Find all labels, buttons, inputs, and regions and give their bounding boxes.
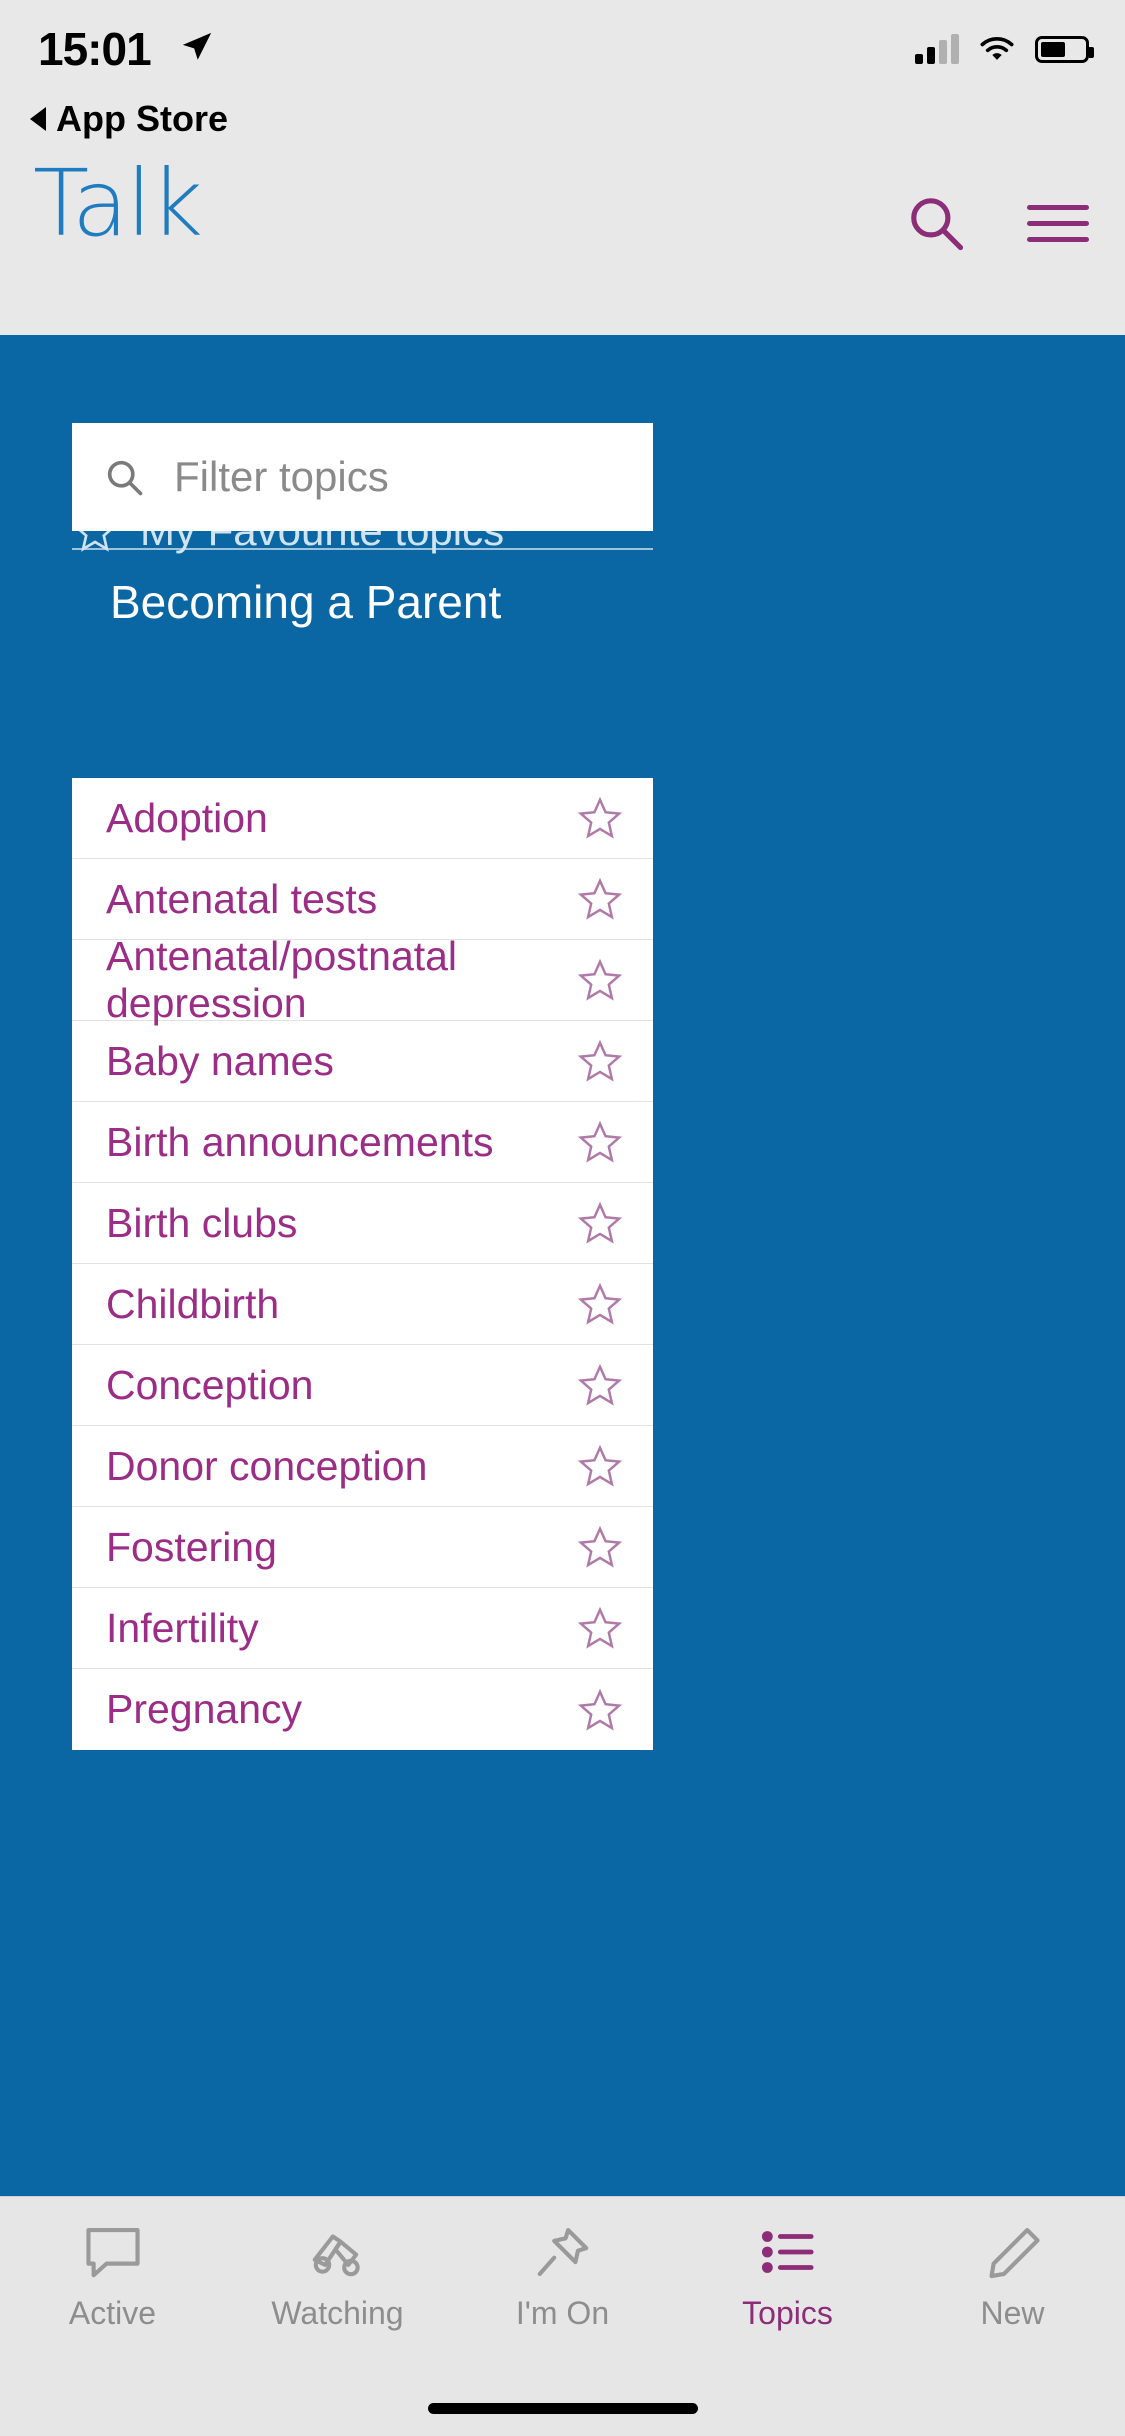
cellular-signal-icon xyxy=(915,34,959,64)
app-header xyxy=(0,150,1125,335)
list-item[interactable] xyxy=(72,1669,653,1750)
back-to-app-store-button[interactable] xyxy=(30,98,228,140)
star-outline-icon[interactable] xyxy=(577,1119,623,1165)
pin-icon xyxy=(532,2221,594,2283)
star-outline-icon[interactable] xyxy=(577,1281,623,1327)
tab-im-on[interactable] xyxy=(450,2197,675,2436)
topic-label: Conception xyxy=(106,1361,314,1408)
star-outline-icon[interactable] xyxy=(577,1362,623,1408)
status-bar-time: 15:01 xyxy=(38,23,151,75)
star-outline-icon[interactable] xyxy=(577,1605,623,1651)
list-item[interactable] xyxy=(72,1021,653,1102)
tab-new[interactable] xyxy=(900,2197,1125,2436)
pencil-icon xyxy=(982,2221,1044,2283)
list-item[interactable] xyxy=(72,1264,653,1345)
section-title: Becoming a Parent xyxy=(110,576,502,628)
list-item[interactable] xyxy=(72,1588,653,1669)
star-outline-icon[interactable] xyxy=(577,1443,623,1489)
back-triangle-icon xyxy=(30,107,46,131)
topic-label: Pregnancy xyxy=(106,1686,303,1732)
star-outline-icon[interactable] xyxy=(577,1687,623,1733)
status-bar xyxy=(0,0,1125,150)
topic-label: Antenatal/postnatal depression xyxy=(106,933,458,1026)
battery-icon xyxy=(1035,36,1089,63)
topic-label: Fostering xyxy=(106,1523,277,1570)
tab-label: Topics xyxy=(742,2295,833,2331)
star-outline-icon[interactable] xyxy=(577,1038,623,1084)
header-actions xyxy=(905,192,1089,254)
topic-label: Adoption xyxy=(106,794,268,841)
topics-screen xyxy=(0,335,1125,2196)
star-outline-icon[interactable] xyxy=(577,1524,623,1570)
topic-label: Birth clubs xyxy=(106,1199,298,1246)
star-outline-icon[interactable] xyxy=(577,957,623,1003)
tab-watching[interactable] xyxy=(225,2197,450,2436)
tab-topics[interactable] xyxy=(675,2197,900,2436)
bullet-list-icon xyxy=(757,2221,819,2283)
list-item[interactable] xyxy=(72,859,653,940)
tab-active[interactable] xyxy=(0,2197,225,2436)
status-bar-indicators xyxy=(915,34,1089,64)
tab-label: New xyxy=(980,2295,1045,2331)
list-item[interactable] xyxy=(72,1426,653,1507)
topic-label: Childbirth xyxy=(106,1280,280,1327)
star-outline-icon[interactable] xyxy=(577,795,623,841)
topic-label: Birth announcements xyxy=(106,1118,494,1165)
topic-label: Antenatal tests xyxy=(106,875,378,922)
star-outline-icon[interactable] xyxy=(577,1200,623,1246)
star-outline-icon[interactable] xyxy=(577,876,623,922)
list-item[interactable] xyxy=(72,1102,653,1183)
search-icon xyxy=(102,455,146,499)
back-label: App Store xyxy=(56,98,229,139)
list-item[interactable] xyxy=(72,1183,653,1264)
topics-list xyxy=(72,778,653,1750)
list-item[interactable] xyxy=(72,1345,653,1426)
tab-label: Active xyxy=(68,2295,157,2331)
bottom-tab-bar xyxy=(0,2196,1125,2436)
binoculars-icon xyxy=(307,2221,369,2283)
home-indicator xyxy=(428,2403,698,2414)
location-arrow-icon xyxy=(180,30,214,64)
topic-label: Donor conception xyxy=(106,1442,428,1489)
search-input-placeholder: Filter topics xyxy=(174,453,389,500)
search-icon[interactable] xyxy=(905,192,967,254)
list-item[interactable] xyxy=(72,778,653,859)
filter-topics-search[interactable] xyxy=(72,423,653,531)
wifi-icon xyxy=(977,34,1017,64)
tab-label: I'm On xyxy=(515,2295,610,2331)
list-item[interactable] xyxy=(72,933,653,1026)
speech-bubble-icon xyxy=(82,2221,144,2283)
tab-label: Watching xyxy=(271,2295,404,2331)
list-item[interactable] xyxy=(72,1507,653,1588)
topic-label: Infertility xyxy=(106,1604,259,1651)
hamburger-menu-icon[interactable] xyxy=(1027,194,1089,253)
topic-label: Baby names xyxy=(106,1037,334,1084)
app-logo: Talk xyxy=(33,150,202,257)
